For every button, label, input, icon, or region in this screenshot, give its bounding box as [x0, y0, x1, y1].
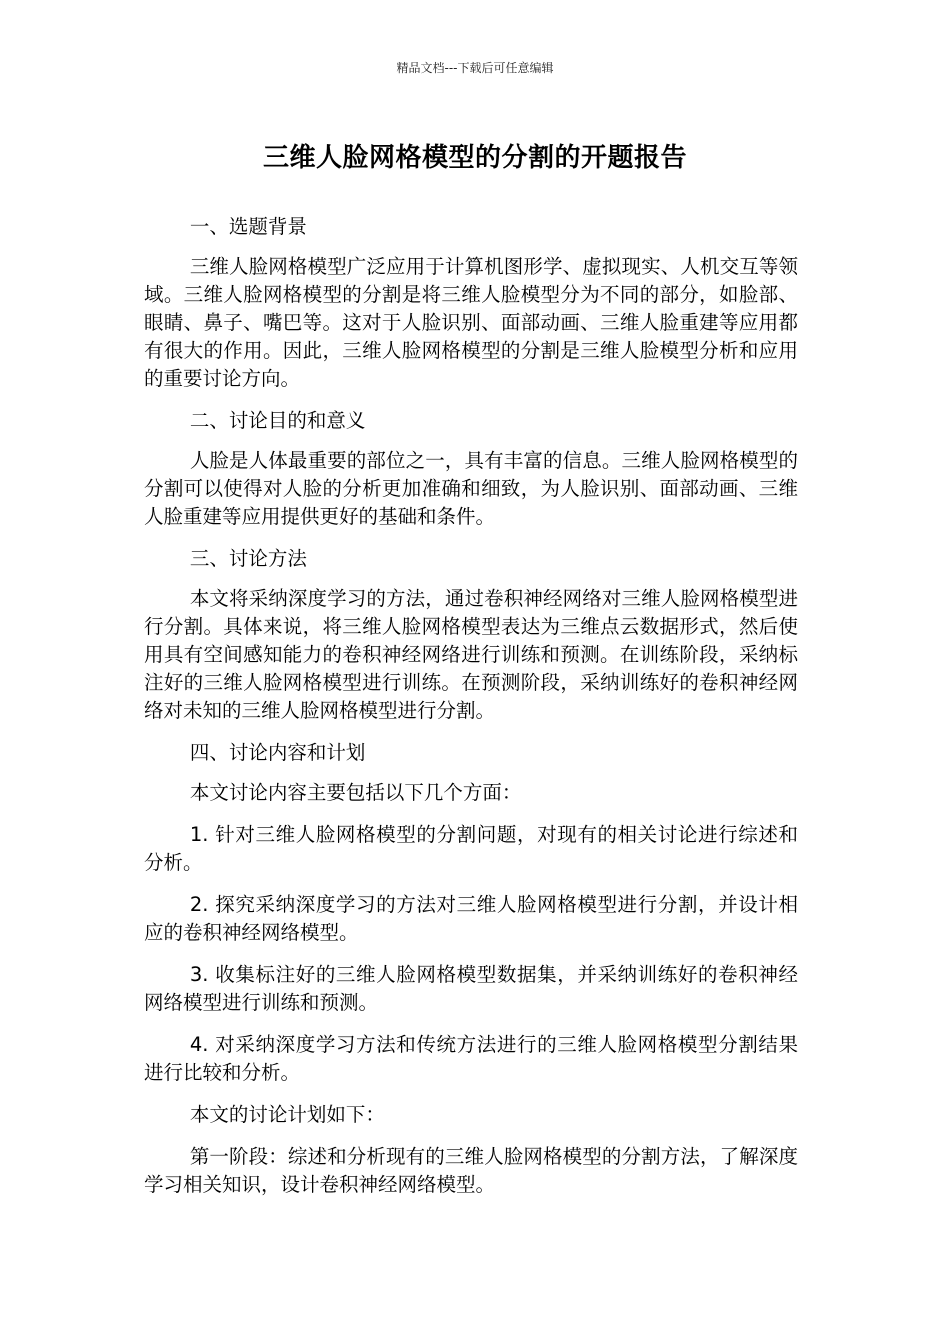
paragraph-stage-1: 第一阶段：综述和分析现有的三维人脸网格模型的分割方法，了解深度学习相关知识，设计卷积神经网络模型。: [144, 1145, 798, 1196]
paragraph-purpose: 人脸是人体最重要的部位之一，具有丰富的信息。三维人脸网格模型的分割可以使得对人脸的分析更加准确和细致，为人脸识别、面部动画、三维人脸重建等应用提供更好的基础和条件。: [144, 449, 798, 528]
paragraph-schedule-intro: 本文的讨论计划如下：: [189, 1103, 385, 1126]
list-item: 4. 对采纳深度学习方法和传统方法进行的三维人脸网格模型分割结果进行比较和分析。: [144, 1033, 798, 1084]
paragraph-background: 三维人脸网格模型广泛应用于计算机图形学、虚拟现实、人机交互等领域。三维人脸网格模型的分割是将三维人脸模型分为不同的部分，如脸部、眼睛、鼻子、嘴巴等。这对于人脸识别、面部动画、三维人脸重建等应用都有很大的作用。因此，三维人脸网格模型的分割是三维人脸模型分析和应用的重要讨论方向。: [144, 255, 798, 390]
paragraph-method: 本文将采纳深度学习的方法，通过卷积神经网络对三维人脸网格模型进行分割。具体来说，将三维人脸网格模型表达为三维点云数据形式，然后使用具有空间感知能力的卷积神经网络进行训练和预测。在训练阶段，采纳标注好的三维人脸网格模型进行训练。在预测阶段，采纳训练好的卷积神经网络对未知的三维人脸网格模型进行分割。: [144, 587, 798, 722]
section-heading-purpose: 二、讨论目的和意义: [189, 409, 366, 432]
document-body: [144, 213, 798, 1213]
section-heading-method: 三、讨论方法: [189, 547, 307, 570]
section-heading-background: 一、选题背景: [189, 215, 307, 238]
document-title: 三维人脸网格模型的分割的开题报告: [262, 143, 687, 173]
list-item: 3. 收集标注好的三维人脸网格模型数据集，并采纳训练好的卷积神经网络模型进行训练和预测。: [144, 963, 798, 1014]
list-item: 2. 探究采纳深度学习的方法对三维人脸网格模型进行分割，并设计相应的卷积神经网络模型。: [144, 893, 798, 944]
paragraph-plan-intro: 本文讨论内容主要包括以下几个方面：: [189, 781, 522, 804]
page-header-note: 精品文档---下载后可任意编辑: [396, 61, 554, 75]
section-heading-plan: 四、讨论内容和计划: [189, 741, 366, 764]
list-item: 1. 针对三维人脸网格模型的分割问题，对现有的相关讨论进行综述和分析。: [144, 823, 798, 874]
